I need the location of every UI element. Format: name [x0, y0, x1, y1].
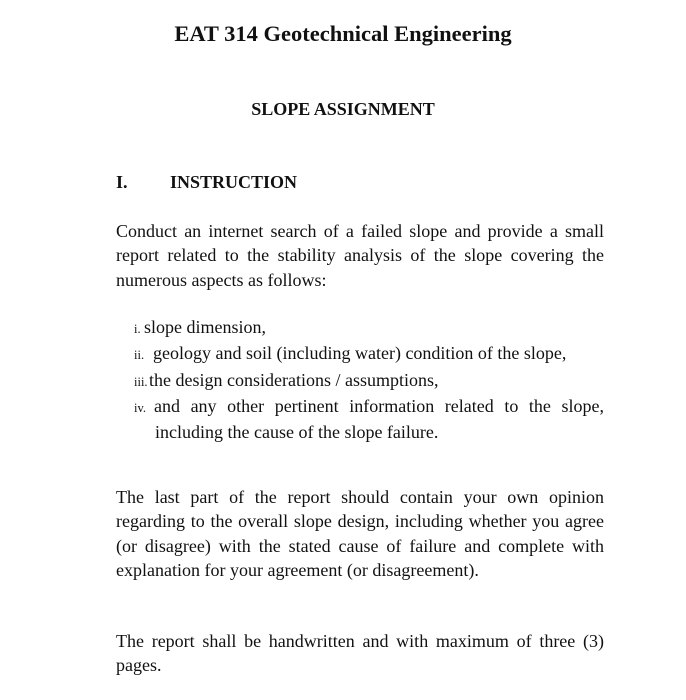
list-item: [134, 368, 604, 394]
section-heading: [116, 170, 297, 194]
list-item-text: geology and soil (including water) condition of the slope,: [153, 343, 567, 364]
intro-paragraph: Conduct an internet search of a failed slope and provide a small report related to the stability analysis of the slope covering the numerous aspects as follows:: [116, 221, 604, 290]
list-marker: iii.: [134, 374, 148, 389]
list-item-text: slope dimension,: [144, 317, 266, 337]
assignment-title: SLOPE ASSIGNMENT: [251, 99, 435, 119]
list-marker: iv.: [134, 400, 147, 415]
list-marker: i.: [134, 322, 141, 336]
list-item: [134, 341, 604, 367]
course-title: EAT 314 Geotechnical Engineering: [174, 21, 512, 46]
section-number: I.: [116, 172, 128, 192]
list-item: [134, 315, 604, 341]
list-item: [134, 394, 604, 445]
list-item-text: the design considerations / assumptions,: [149, 369, 439, 390]
closing-paragraph: The last part of the report should contain your own opinion regarding to the overall slope design, including whether you agree (or disagree) with the stated cause of failure and complete with explanation for your agreement (or disagreement).: [116, 487, 604, 580]
format-paragraph: The report shall be handwritten and with maximum of three (3) pages.: [116, 631, 604, 676]
aspects-list: [134, 315, 604, 444]
list-item-text: and any other pertinent information related to the slope, including the cause of the slope failure.: [154, 395, 604, 443]
list-marker: ii.: [134, 348, 145, 363]
section-title: INSTRUCTION: [170, 172, 298, 192]
